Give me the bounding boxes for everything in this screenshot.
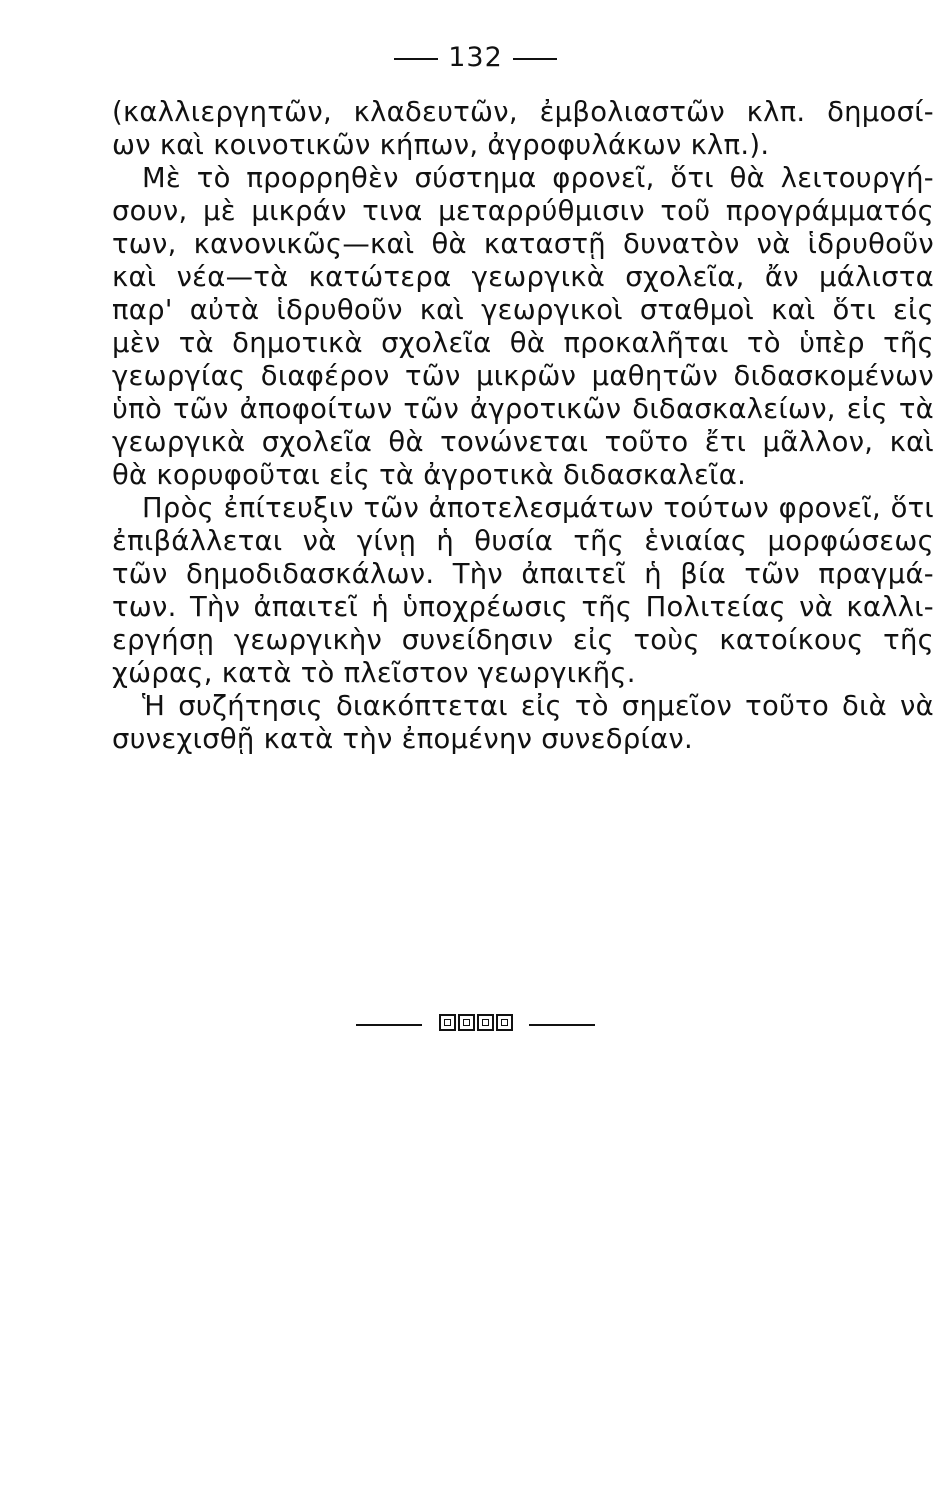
ornament-rule-right (529, 1024, 595, 1026)
text-line: των. Τὴν ἀπαιτεῖ ἡ ὑποχρέωσις τῆς Πολιτείας νὰ καλλι- (112, 592, 934, 623)
ornament-square-icon (477, 1014, 494, 1031)
text-line: παρ' αὐτὰ ἱδρυθοῦν καὶ γεωργικοὶ σταθμοὶ καὶ ὅτι εἰς (112, 295, 934, 326)
text-line: καὶ νέα—τὰ κατώτερα γεωργικὰ σχολεῖα, ἄν μάλιστα (112, 262, 934, 293)
paragraph-start-line: Ἡ συζήτησις διακόπτεται εἰς τὸ σημεῖον τοῦτο διὰ νὰ (142, 691, 934, 722)
header-dash-left (394, 58, 438, 60)
ornament-square-icon (496, 1014, 513, 1031)
text-line: συνεχισθῇ κατὰ τὴν ἐπομένην συνεδρίαν. (112, 724, 694, 755)
text-line: των, κανονικῶς—καὶ θὰ καταστῇ δυνατὸν νὰ ἱδρυθοῦν (112, 229, 934, 260)
text-line: (καλλιεργητῶν, κλαδευτῶν, ἐμβολιαστῶν κλπ. δημοσί- (112, 97, 934, 128)
text-line: θὰ κορυφοῦται εἰς τὰ ἀγροτικὰ διδασκαλεῖα. (112, 460, 747, 491)
ornament-square-icon (458, 1014, 475, 1031)
text-line: τῶν δημοδιδασκάλων. Τὴν ἀπαιτεῖ ἡ βία τῶν πραγμά- (112, 559, 934, 590)
text-line: σουν, μὲ μικράν τινα μεταρρύθμισιν τοῦ προγράμματός (112, 196, 934, 227)
end-ornament (0, 1014, 951, 1035)
ornament-square-icon (439, 1014, 456, 1031)
text-line: ἐπιβάλλεται νὰ γίνῃ ἡ θυσία τῆς ἑνιαίας μορφώσεως (112, 526, 934, 557)
ornament-rule-left (356, 1024, 422, 1026)
body-text (112, 96, 934, 756)
text-line: εργήσῃ γεωργικὴν συνείδησιν εἰς τοὺς κατοίκους τῆς (112, 625, 934, 656)
text-line: χώρας, κατὰ τὸ πλεῖστον γεωργικῆς. (112, 658, 636, 689)
text-line: μὲν τὰ δημοτικὰ σχολεῖα θὰ προκαλῆται τὸ ὑπὲρ τῆς (112, 328, 934, 359)
header-dash-right (513, 58, 557, 60)
paragraph-start-line: Πρὸς ἐπίτευξιν τῶν ἀποτελεσμάτων τούτων φρονεῖ, ὅτι (142, 493, 934, 524)
text-line: γεωργικὰ σχολεῖα θὰ τονώνεται τοῦτο ἔτι μᾶλλον, καὶ (112, 427, 934, 458)
text-line: ων καὶ κοινοτικῶν κήπων, ἀγροφυλάκων κλπ.). (112, 130, 770, 161)
paragraph-start-line: Μὲ τὸ προρρηθὲν σύστημα φρονεῖ, ὅτι θὰ λειτουργή- (142, 163, 934, 194)
page-number: 132 (448, 42, 503, 73)
text-line: γεωργίας διαφέρον τῶν μικρῶν μαθητῶν διδασκομένων (112, 361, 934, 392)
ornament-glyphs (438, 1014, 514, 1035)
page-header (0, 42, 951, 73)
text-line: ὑπὸ τῶν ἀποφοίτων τῶν ἀγροτικῶν διδασκαλείων, εἰς τὰ (112, 394, 934, 425)
